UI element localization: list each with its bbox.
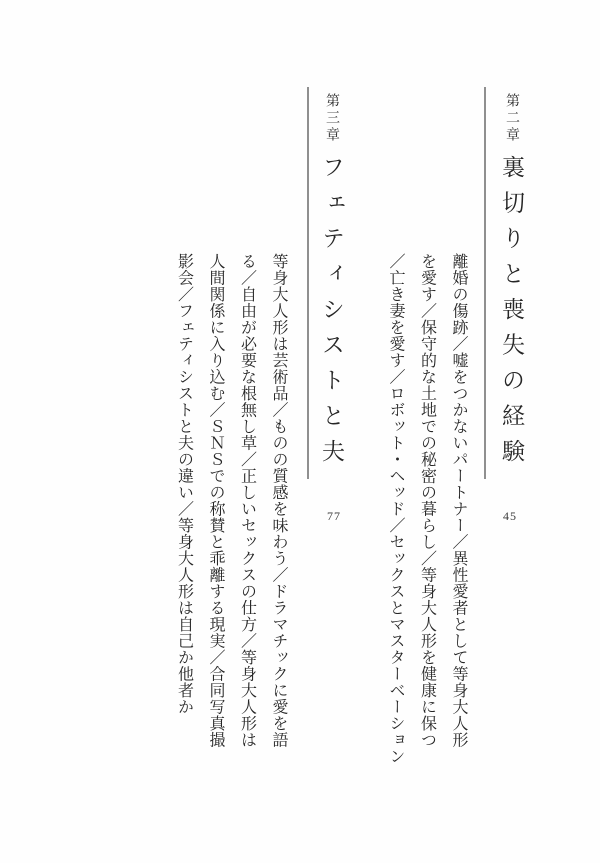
toc-column: 影会／フェティシストと夫の違い／等身大人形は自己か他者か [175, 253, 193, 715]
chapter-2-heading [499, 93, 523, 475]
chapter-3-heading [319, 93, 343, 475]
chapter-2-page-number: 45 [503, 509, 517, 523]
chapter-3-title: フェティシストと夫 [319, 155, 344, 475]
chapter-2-label: 第二章 [504, 93, 519, 144]
chapter-3-page-number: 77 [327, 509, 341, 523]
chapter-2-heading-rule [484, 87, 486, 479]
toc-column: を愛す／保守的な土地での秘密の暮らし／等身大人形を健康に保つ [418, 253, 436, 748]
toc-column: る／自由が必要な根無し草／正しいセックスの仕方／等身大人形は [238, 253, 256, 748]
chapter-3-toc [161, 253, 287, 748]
chapter-2-toc [373, 253, 468, 765]
chapter-2-title: 裏切りと喪失の経験 [499, 155, 524, 475]
chapter-3-heading-rule [307, 87, 309, 479]
toc-column: 等身大人形は芸術品／ものの質感を味わう／ドラマチックに愛を語 [270, 253, 287, 748]
toc-column: ／亡き妻を愛す／ロボット・ヘッド／セックスとマスターベーション [387, 253, 404, 765]
chapter-3-label: 第三章 [324, 93, 339, 144]
toc-column: 離婚の傷跡／嘘をつかないパートナー／異性愛者として等身大人形 [450, 253, 467, 748]
toc-column: 人間関係に入り込む／ＳＮＳでの称賛と乖離する現実／合同写真撮 [207, 253, 224, 748]
